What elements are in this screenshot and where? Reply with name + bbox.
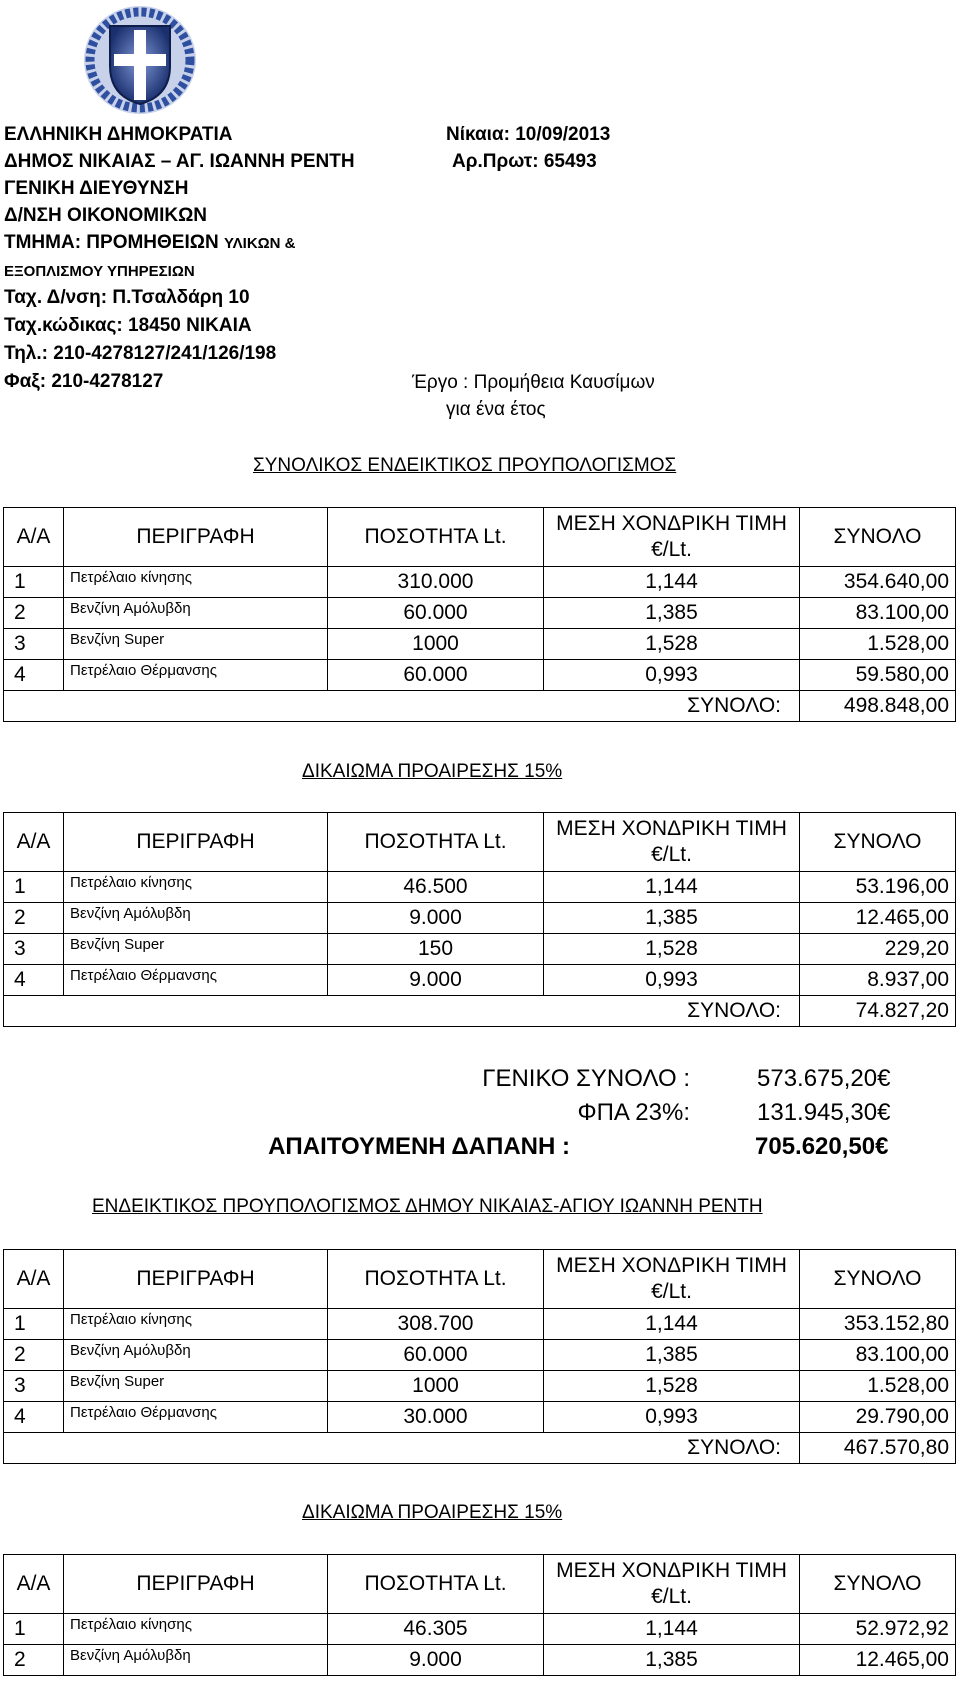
col-aa: Α/Α — [4, 508, 64, 567]
col-total: ΣΥΝΟΛΟ — [800, 1250, 956, 1309]
row-quantity: 46.500 — [328, 872, 544, 903]
section-3-title: ΕΝΔΕΙΚΤΙΚΟΣ ΠΡΟΥΠΟΛΟΓΙΣΜΟΣ ΔΗΜΟΥ ΝΙΚΑΙΑΣ-ΑΓΙΟΥ ΙΩΑΝΝΗ ΡΕΝΤΗ — [92, 1196, 763, 1217]
budget-table-3 — [3, 1249, 956, 1464]
row-price: 1,528 — [544, 934, 800, 965]
row-number: 1 — [4, 872, 64, 903]
table-row — [4, 934, 956, 965]
table-row — [4, 965, 956, 996]
row-number: 4 — [4, 965, 64, 996]
budget-table-1 — [3, 507, 956, 722]
header-line-2: ΔΗΜΟΣ ΝΙΚΑΙΑΣ – ΑΓ. ΙΩΑΝΝΗ ΡΕΝΤΗ — [4, 151, 355, 172]
col-total: ΣΥΝΟΛΟ — [800, 813, 956, 872]
row-description: Βενζίνη Super — [64, 629, 328, 660]
row-description: Πετρέλαιο Θέρμανσης — [64, 660, 328, 691]
grand-total-label: ΓΕΝΙΚΟ ΣΥΝΟΛΟ : — [482, 1065, 690, 1092]
row-quantity: 60.000 — [328, 1340, 544, 1371]
table-row — [4, 1614, 956, 1645]
sum-value: 74.827,20 — [800, 996, 956, 1027]
row-description: Βενζίνη Αμόλυβδη — [64, 1645, 328, 1676]
row-price: 1,385 — [544, 1340, 800, 1371]
row-description: Πετρέλαιο κίνησης — [64, 1309, 328, 1340]
col-price — [544, 1250, 800, 1309]
col-price-line-2: €/Lt. — [651, 1280, 692, 1303]
row-description: Πετρέλαιο Θέρμανσης — [64, 965, 328, 996]
col-total: ΣΥΝΟΛΟ — [800, 1555, 956, 1614]
sum-label: ΣΥΝΟΛΟ: — [4, 1433, 800, 1464]
row-description: Βενζίνη Αμόλυβδη — [64, 903, 328, 934]
col-price-line-2: €/Lt. — [651, 1585, 692, 1608]
row-description: Πετρέλαιο Θέρμανσης — [64, 1402, 328, 1433]
row-quantity: 9.000 — [328, 965, 544, 996]
row-quantity: 60.000 — [328, 598, 544, 629]
table-row — [4, 872, 956, 903]
row-total: 83.100,00 — [800, 598, 956, 629]
table-row — [4, 629, 956, 660]
col-price-line-2: €/Lt. — [651, 843, 692, 866]
row-total: 83.100,00 — [800, 1340, 956, 1371]
row-quantity: 9.000 — [328, 903, 544, 934]
sum-value: 467.570,80 — [800, 1433, 956, 1464]
col-price — [544, 813, 800, 872]
col-aa: Α/Α — [4, 1250, 64, 1309]
table-row — [4, 1340, 956, 1371]
table-header-row — [4, 1250, 956, 1309]
greek-state-emblem-icon — [82, 4, 198, 116]
header-line-3: ΓΕΝΙΚΗ ΔΙΕΥΘΥΝΣΗ — [4, 178, 189, 199]
row-total: 59.580,00 — [800, 660, 956, 691]
vat-label: ΦΠΑ 23%: — [577, 1099, 690, 1126]
header-line-5b: ΥΛΙΚΩΝ & — [224, 235, 296, 252]
project-line-2: για ένα έτος — [446, 399, 546, 420]
required-expense-line — [268, 1133, 900, 1165]
sum-row — [4, 691, 956, 722]
row-description: Βενζίνη Super — [64, 934, 328, 965]
table-row — [4, 567, 956, 598]
row-quantity: 9.000 — [328, 1645, 544, 1676]
section-4-title: ΔΙΚΑΙΩΜΑ ΠΡΟΑΙΡΕΣΗΣ 15% — [302, 1502, 563, 1523]
grand-total-line — [440, 1065, 891, 1097]
header-line-9: Τηλ.: 210-4278127/241/126/198 — [4, 343, 277, 364]
table-row — [4, 598, 956, 629]
row-total: 1.528,00 — [800, 1371, 956, 1402]
sum-value: 498.848,00 — [800, 691, 956, 722]
col-price-line-1: ΜΕΣΗ ΧΟΝΔΡΙΚΗ ΤΙΜΗ — [556, 512, 787, 535]
table-row — [4, 1645, 956, 1676]
col-qty: ΠΟΣΟΤΗΤΑ Lt. — [328, 1555, 544, 1614]
row-quantity: 30.000 — [328, 1402, 544, 1433]
row-description: Βενζίνη Αμόλυβδη — [64, 598, 328, 629]
row-description: Βενζίνη Super — [64, 1371, 328, 1402]
row-price: 1,385 — [544, 1645, 800, 1676]
row-quantity: 1000 — [328, 1371, 544, 1402]
table-row — [4, 1309, 956, 1340]
budget-table-4 — [3, 1554, 956, 1676]
header-line-5a: ΤΜΗΜΑ: ΠΡΟΜΗΘΕΙΩΝ — [4, 232, 219, 253]
row-price: 1,144 — [544, 567, 800, 598]
vat-value: 131.945,30€ — [757, 1099, 891, 1126]
row-total: 29.790,00 — [800, 1402, 956, 1433]
row-number: 4 — [4, 660, 64, 691]
row-quantity: 310.000 — [328, 567, 544, 598]
row-quantity: 46.305 — [328, 1614, 544, 1645]
row-price: 1,385 — [544, 903, 800, 934]
budget-table-2 — [3, 812, 956, 1027]
row-number: 3 — [4, 629, 64, 660]
col-qty: ΠΟΣΟΤΗΤΑ Lt. — [328, 813, 544, 872]
row-price: 1,144 — [544, 1309, 800, 1340]
table-row — [4, 1402, 956, 1433]
col-aa: Α/Α — [4, 813, 64, 872]
row-price: 1,144 — [544, 1614, 800, 1645]
project-line-1: Έργο : Προμήθεια Καυσίμων — [412, 372, 655, 393]
row-number: 2 — [4, 1340, 64, 1371]
header-line-1: ΕΛΛΗΝΙΚΗ ΔΗΜΟΚΡΑΤΙΑ — [4, 124, 233, 145]
table-row — [4, 1371, 956, 1402]
header-line-8: Ταχ.κώδικας: 18450 ΝΙΚΑΙΑ — [4, 315, 252, 336]
row-number: 1 — [4, 1614, 64, 1645]
row-description: Βενζίνη Αμόλυβδη — [64, 1340, 328, 1371]
col-total: ΣΥΝΟΛΟ — [800, 508, 956, 567]
row-total: 8.937,00 — [800, 965, 956, 996]
row-total: 354.640,00 — [800, 567, 956, 598]
col-price — [544, 1555, 800, 1614]
row-price: 1,385 — [544, 598, 800, 629]
row-price: 0,993 — [544, 965, 800, 996]
row-total: 353.152,80 — [800, 1309, 956, 1340]
col-price — [544, 508, 800, 567]
col-aa: Α/Α — [4, 1555, 64, 1614]
row-number: 3 — [4, 1371, 64, 1402]
table-row — [4, 903, 956, 934]
section-2-title: ΔΙΚΑΙΩΜΑ ΠΡΟΑΙΡΕΣΗΣ 15% — [302, 761, 563, 782]
row-price: 0,993 — [544, 1402, 800, 1433]
col-price-line-1: ΜΕΣΗ ΧΟΝΔΡΙΚΗ ΤΙΜΗ — [556, 817, 787, 840]
row-total: 1.528,00 — [800, 629, 956, 660]
header-line-10: Φαξ: 210-4278127 — [4, 371, 164, 392]
row-quantity: 60.000 — [328, 660, 544, 691]
row-description: Πετρέλαιο κίνησης — [64, 567, 328, 598]
row-price: 1,528 — [544, 629, 800, 660]
required-expense-label: ΑΠΑΙΤΟΥΜΕΝΗ ΔΑΠΑΝΗ : — [268, 1133, 570, 1160]
col-qty: ΠΟΣΟΤΗΤΑ Lt. — [328, 1250, 544, 1309]
header-line-7: Ταχ. Δ/νση: Π.Τσαλδάρη 10 — [4, 287, 250, 308]
row-total: 52.972,92 — [800, 1614, 956, 1645]
col-desc: ΠΕΡΙΓΡΑΦΗ — [64, 813, 328, 872]
row-number: 4 — [4, 1402, 64, 1433]
row-total: 12.465,00 — [800, 1645, 956, 1676]
table-header-row — [4, 508, 956, 567]
row-description: Πετρέλαιο κίνησης — [64, 1614, 328, 1645]
row-quantity: 1000 — [328, 629, 544, 660]
col-price-line-1: ΜΕΣΗ ΧΟΝΔΡΙΚΗ ΤΙΜΗ — [556, 1254, 787, 1277]
row-price: 1,528 — [544, 1371, 800, 1402]
sum-label: ΣΥΝΟΛΟ: — [4, 996, 800, 1027]
document-date: Νίκαια: 10/09/2013 — [446, 124, 611, 145]
row-description: Πετρέλαιο κίνησης — [64, 872, 328, 903]
row-total: 12.465,00 — [800, 903, 956, 934]
sum-row — [4, 996, 956, 1027]
header-line-6: ΕΞΟΠΛΙΣΜΟΥ ΥΠΗΡΕΣΙΩΝ — [4, 263, 195, 280]
row-price: 0,993 — [544, 660, 800, 691]
section-1-title: ΣΥΝΟΛΙΚΟΣ ΕΝΔΕΙΚΤΙΚΟΣ ΠΡΟΥΠΟΛΟΓΙΣΜΟΣ — [253, 455, 677, 476]
sum-row — [4, 1433, 956, 1464]
col-desc: ΠΕΡΙΓΡΑΦΗ — [64, 1555, 328, 1614]
table-row — [4, 660, 956, 691]
grand-total-value: 573.675,20€ — [757, 1065, 891, 1092]
row-number: 3 — [4, 934, 64, 965]
col-price-line-2: €/Lt. — [651, 538, 692, 561]
vat-line — [440, 1099, 891, 1131]
row-number: 1 — [4, 1309, 64, 1340]
row-price: 1,144 — [544, 872, 800, 903]
col-desc: ΠΕΡΙΓΡΑΦΗ — [64, 508, 328, 567]
row-number: 2 — [4, 1645, 64, 1676]
header-line-5 — [4, 232, 296, 254]
row-total: 229,20 — [800, 934, 956, 965]
col-desc: ΠΕΡΙΓΡΑΦΗ — [64, 1250, 328, 1309]
table-header-row — [4, 1555, 956, 1614]
table-header-row — [4, 813, 956, 872]
sum-label: ΣΥΝΟΛΟ: — [4, 691, 800, 722]
row-number: 2 — [4, 903, 64, 934]
row-number: 2 — [4, 598, 64, 629]
required-expense-value: 705.620,50€ — [755, 1133, 889, 1160]
row-number: 1 — [4, 567, 64, 598]
header-line-4: Δ/ΝΣΗ ΟΙΚΟΝΟΜΙΚΩΝ — [4, 205, 208, 226]
protocol-number: Αρ.Πρωτ: 65493 — [452, 151, 597, 172]
row-quantity: 308.700 — [328, 1309, 544, 1340]
row-total: 53.196,00 — [800, 872, 956, 903]
row-quantity: 150 — [328, 934, 544, 965]
col-price-line-1: ΜΕΣΗ ΧΟΝΔΡΙΚΗ ΤΙΜΗ — [556, 1559, 787, 1582]
col-qty: ΠΟΣΟΤΗΤΑ Lt. — [328, 508, 544, 567]
